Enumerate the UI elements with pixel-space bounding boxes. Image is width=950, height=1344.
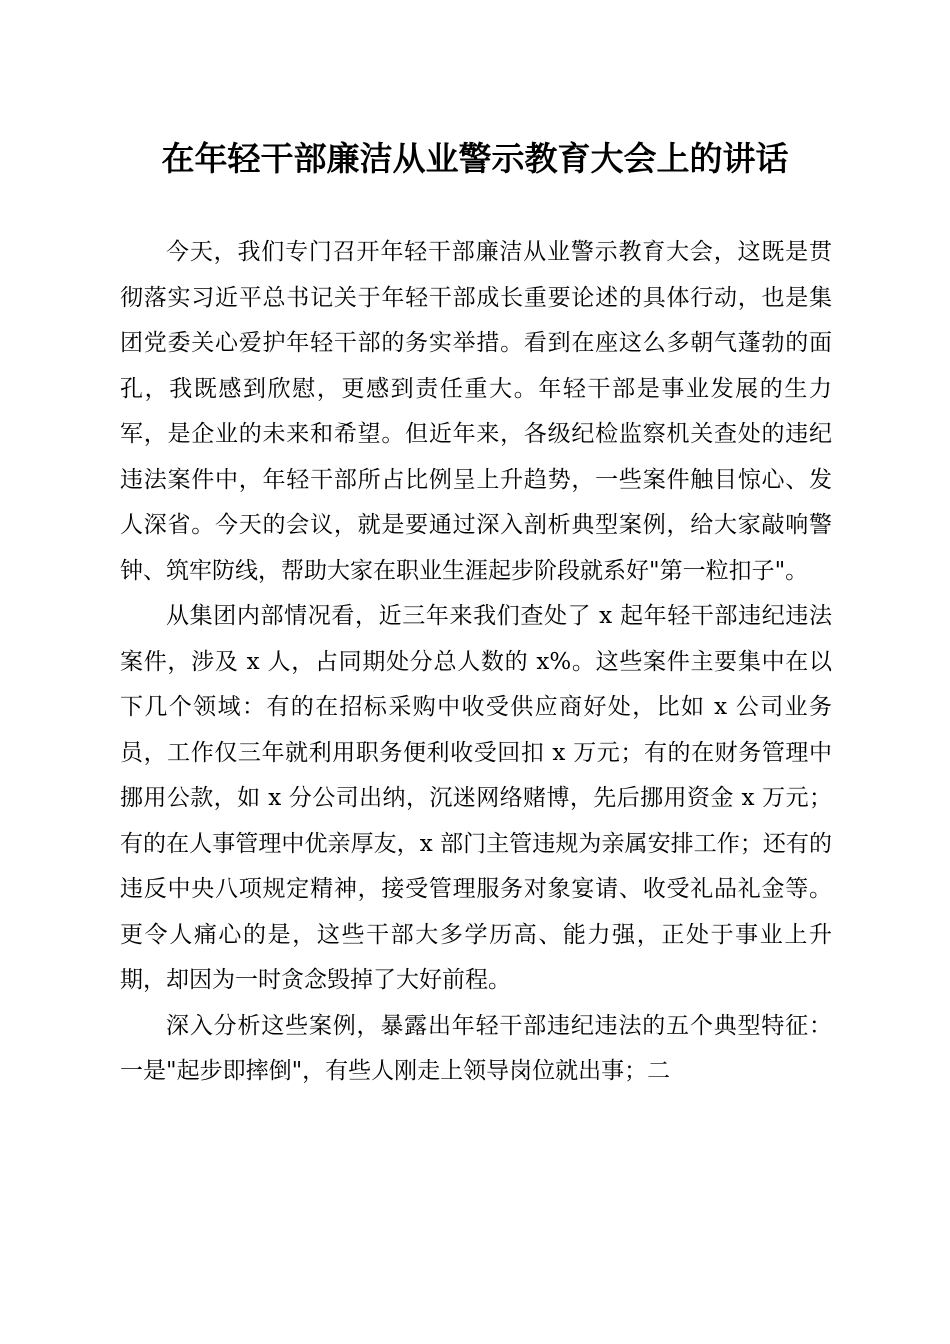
paragraph: 今天，我们专门召开年轻干部廉洁从业警示教育大会，这既是贯彻落实习近平总书记关于年轻干部成长重要论述的具体行动，也是集团党委关心爱护年轻干部的务实举措。看到在座这么多朝气蓬勃的面孔，我既感到欣慰，更感到责任重大。年轻干部是事业发展的生力军，是企业的未来和希望。但近年来，各级纪检监察机关查处的违纪违法案件中，年轻干部所占比例呈上升趋势，一些案件触目惊心、发人深省。今天的会议，就是要通过深入剖析典型案例，给大家敲响警钟、筑牢防线，帮助大家在职业生涯起步阶段就系好"第一粒扣子"。 — [120, 239, 832, 584]
document-body — [120, 230, 832, 1095]
paragraph: 从集团内部情况看，近三年来我们查处了 x 起年轻干部违纪违法案件，涉及 x 人，占同期处分总人数的 x%。这些案件主要集中在以下几个领域：有的在招标采购中收受供应商好处，比如 x 公司业务员，工作仅三年就利用职务便利收受回扣 x 万元；有的在财务管理中挪用公款，如 x 分公司出纳，沉迷网络赌博，先后挪用资金 x 万元；有的在人事管理中优亲厚友，x 部门主管违规为亲属安排工作；还有的违反中央八项规定精神，接受管理服务对象宴请、收受礼品礼金等。更令人痛心的是，这些干部大多学历高、能力强，正处于事业上升期，却因为一时贪念毁掉了大好前程。 — [120, 603, 832, 993]
paragraph: 深入分析这些案例，暴露出年轻干部违纪违法的五个典型特征：一是"起步即摔倒"，有些人刚走上领导岗位就出事；二 — [120, 1012, 832, 1084]
document-title: 在年轻干部廉洁从业警示教育大会上的讲话 — [161, 139, 789, 178]
